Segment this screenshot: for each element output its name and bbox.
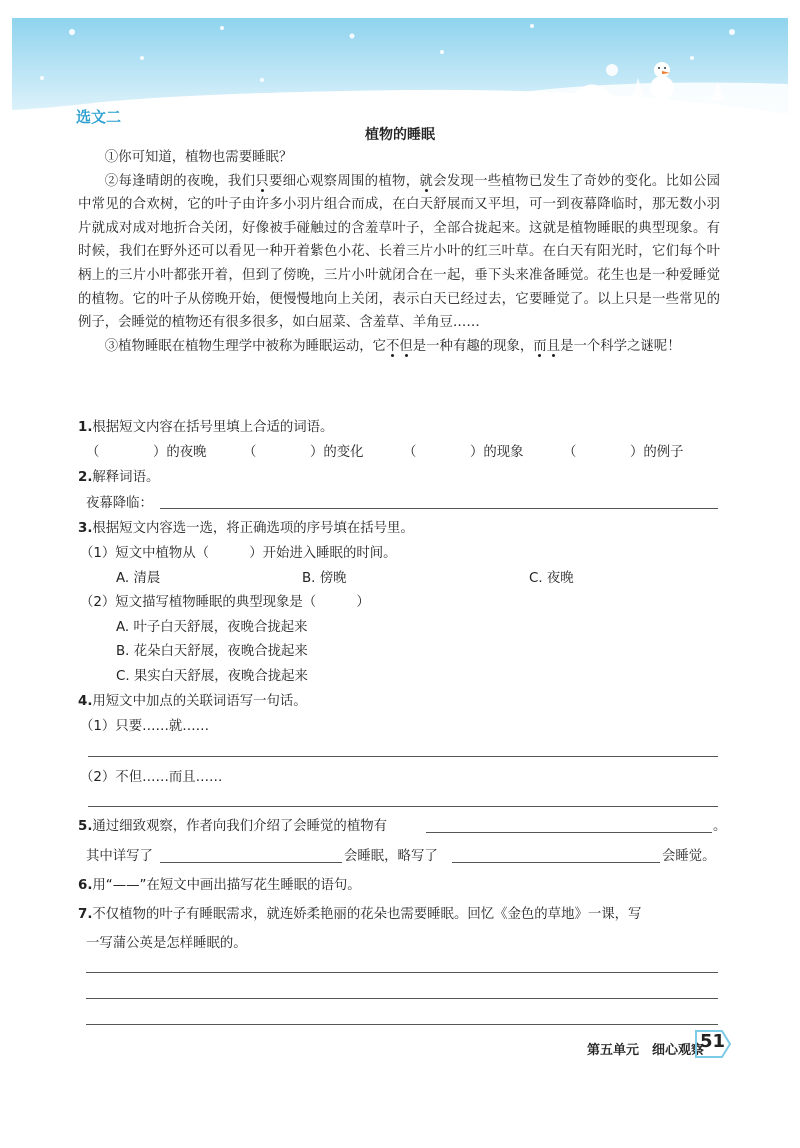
q7-answer-line-3[interactable] — [86, 1024, 718, 1025]
q3-sub2-option-c[interactable]: C. 果实白天舒展，夜晚合拢起来 — [116, 669, 308, 684]
page-number: 51 — [700, 1031, 726, 1052]
text: 要细心观察周围的植物， — [268, 173, 420, 189]
question-text: 用“——”在短文中画出描写花生睡眠的语句。 — [92, 878, 361, 893]
q1-blank-3[interactable]: （ ）的现象 — [403, 445, 524, 460]
question-6 — [78, 874, 361, 893]
dotted-char: 不 — [386, 338, 400, 354]
q5-line2-c: 会睡觉。 — [662, 849, 716, 864]
text: ③植物睡眠在植物生理学中被称为睡眠运动，它 — [104, 338, 386, 354]
q3-sub2-option-b[interactable]: B. 花朵白天舒展，夜晚合拢起来 — [116, 644, 308, 659]
passage-title: 植物的睡眠 — [365, 127, 435, 143]
q1-blank-1[interactable]: （ ）的夜晚 — [86, 445, 207, 460]
dotted-char: 只 — [255, 173, 269, 189]
question-number: 3. — [78, 521, 93, 536]
dotted-char: 且 — [546, 338, 561, 354]
dotted-char: 而 — [533, 338, 547, 354]
q3-option-a[interactable]: A. 清晨 — [116, 571, 161, 586]
q5-end: 。 — [713, 819, 727, 834]
paragraph-2 — [78, 170, 720, 335]
question-number: 1. — [78, 420, 93, 435]
dotted-char: 但 — [399, 338, 413, 354]
question-number: 5. — [78, 819, 93, 834]
q2-term: 夜幕降临： — [86, 496, 153, 511]
text: 是一种有趣的现象， — [412, 338, 534, 354]
question-text: 不仅植物的叶子有睡眠需求，就连娇柔艳丽的花朵也需要睡眠。回忆《金色的草地》一课，写 — [92, 907, 642, 922]
passage — [78, 146, 720, 358]
q5-line2-a: 其中详写了 — [86, 849, 153, 864]
unit-label: 第五单元 细心观察 — [586, 1043, 704, 1058]
section-tag: 选文二 — [76, 108, 122, 126]
text: ②每逢晴朗的夜晚，我们 — [104, 173, 256, 189]
q4-sub-1: （1）只要……就…… — [80, 719, 210, 734]
q7-answer-line-1[interactable] — [86, 972, 718, 973]
q2-answer-line[interactable] — [160, 508, 718, 509]
question-text: 通过细致观察，作者向我们介绍了会睡觉的植物有 — [92, 819, 387, 834]
q5-line2-b: 会睡眠，略写了 — [344, 849, 438, 864]
q5-blank-1[interactable] — [426, 832, 712, 833]
q1-blank-2[interactable]: （ ）的变化 — [243, 445, 364, 460]
question-4 — [78, 690, 307, 709]
question-1 — [78, 416, 333, 435]
question-text: 解释词语。 — [92, 470, 160, 485]
paragraph-1: ①你可知道，植物也需要睡眠？ — [104, 150, 293, 165]
q3-sub-1: （1）短文中植物从（ ）开始进入睡眠的时间。 — [80, 546, 397, 561]
q1-blank-4[interactable]: （ ）的例子 — [563, 445, 684, 460]
q3-option-b[interactable]: B. 傍晚 — [302, 571, 347, 586]
q4-answer-line-2[interactable] — [88, 806, 718, 807]
question-text: 根据短文内容选一选，将正确选项的序号填在括号里。 — [92, 521, 414, 536]
question-number: 6. — [78, 878, 93, 893]
q4-sub-2: （2）不但……而且…… — [80, 770, 223, 785]
question-2 — [78, 466, 159, 485]
text: 是一个科学之谜呢！ — [560, 338, 681, 354]
question-number: 7. — [78, 907, 93, 922]
q5-blank-3[interactable] — [452, 862, 660, 863]
paragraph-3 — [78, 335, 720, 359]
question-number: 4. — [78, 694, 93, 709]
q3-sub2-option-a[interactable]: A. 叶子白天舒展，夜晚合拢起来 — [116, 620, 308, 635]
question-5 — [78, 815, 387, 834]
question-text: 根据短文内容在括号里填上合适的词语。 — [92, 420, 334, 435]
q7-line-2: 一写蒲公英是怎样睡眠的。 — [86, 936, 247, 951]
q4-answer-line-1[interactable] — [88, 756, 718, 757]
dotted-char: 就 — [419, 173, 434, 189]
question-3 — [78, 517, 414, 536]
q7-answer-line-2[interactable] — [86, 998, 718, 999]
q5-blank-2[interactable] — [160, 862, 342, 863]
q3-sub-2: （2）短文描写植物睡眠的典型现象是（ ） — [80, 595, 370, 610]
winter-banner — [12, 18, 788, 118]
question-text: 用短文中加点的关联词语写一句话。 — [92, 694, 307, 709]
text: 会发现一些植物已发生了奇妙的变化。比如公园中常见的合欢树，它的叶子由许多小羽片组合而成，在白天舒展而又平坦，可一到夜幕降临时，那无数小羽片就成对成对地折合关闭，好像被手碰触过的含羞草叶子，全部合拢起来。这就是植物睡眠的典型现象。有时候，我们在野外还可以看见一种开着紫色小花、长着三片小叶的红三叶草。在白天有阳光时，它们每个叶柄上的三片小叶都张开着，但到了傍晚，三片小叶就闭合在一起，垂下头来准备睡觉。花生也是一种爱睡觉的植物。它的叶子从傍晚开始，便慢慢地向上关闭，表示白天已经过去，它要睡觉了。以上只是一些常见的例子，会睡觉的植物还有很多很多，如白屈菜、含羞草、羊角豆…… — [78, 173, 721, 331]
question-number: 2. — [78, 470, 93, 485]
question-7 — [78, 903, 641, 922]
q3-option-c[interactable]: C. 夜晚 — [529, 571, 574, 586]
